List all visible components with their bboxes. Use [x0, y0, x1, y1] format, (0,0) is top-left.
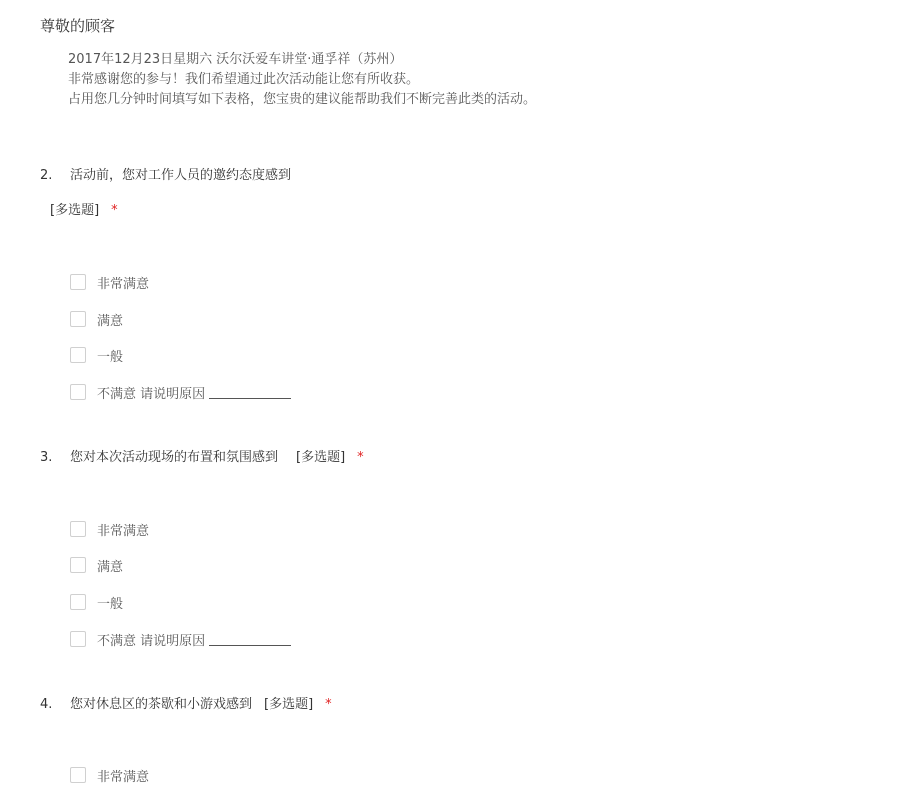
question-number: 4. — [40, 697, 53, 712]
question-4-title — [40, 695, 332, 715]
reason-blank-field[interactable] — [209, 386, 291, 399]
q3-option-unsatisfied[interactable] — [70, 629, 291, 649]
required-marker: * — [111, 203, 118, 218]
q2-option-average[interactable] — [70, 345, 123, 365]
question-text: 您对本次活动现场的布置和氛围感到 — [70, 450, 279, 465]
checkbox[interactable] — [70, 521, 86, 537]
intro-line-event: 2017年12月23日星期六 沃尔沃爱车讲堂·通孚祥（苏州） — [68, 52, 403, 67]
question-text: 您对休息区的茶歇和小游戏感到 — [70, 697, 253, 712]
checkbox[interactable] — [70, 311, 86, 327]
q2-option-unsatisfied[interactable] — [70, 382, 291, 402]
intro-line-request: 占用您几分钟时间填写如下表格，您宝贵的建议能帮助我们不断完善此类的活动。 — [68, 92, 537, 107]
option-label: 不满意 请说明原因 — [97, 386, 206, 402]
question-2-title — [40, 166, 291, 186]
q2-option-very-satisfied[interactable] — [70, 272, 149, 292]
option-label: 非常满意 — [97, 523, 150, 539]
question-text: 活动前，您对工作人员的邀约态度感到 — [70, 168, 292, 183]
question-3-title — [40, 448, 364, 468]
option-label: 不满意 请说明原因 — [97, 633, 206, 649]
question-number: 2. — [40, 168, 53, 183]
checkbox[interactable] — [70, 274, 86, 290]
checkbox[interactable] — [70, 767, 86, 783]
q3-option-satisfied[interactable] — [70, 555, 123, 575]
q4-option-very-satisfied[interactable] — [70, 765, 149, 785]
checkbox[interactable] — [70, 631, 86, 647]
question-type-tag: [多选题] — [50, 203, 100, 218]
question-2-tag-line — [50, 201, 118, 221]
option-label: 非常满意 — [97, 769, 150, 785]
q3-option-very-satisfied[interactable] — [70, 519, 149, 539]
question-number: 3. — [40, 450, 53, 465]
checkbox[interactable] — [70, 594, 86, 610]
checkbox[interactable] — [70, 384, 86, 400]
checkbox[interactable] — [70, 557, 86, 573]
option-label: 一般 — [97, 596, 124, 612]
required-marker: * — [325, 697, 332, 712]
greeting-title: 尊敬的顾客 — [40, 17, 116, 35]
option-label: 满意 — [97, 313, 124, 329]
checkbox[interactable] — [70, 347, 86, 363]
option-label: 一般 — [97, 349, 124, 365]
question-type-tag: [多选题] — [296, 450, 346, 465]
q2-option-satisfied[interactable] — [70, 309, 123, 329]
option-label: 满意 — [97, 559, 124, 575]
required-marker: * — [357, 450, 364, 465]
q3-option-average[interactable] — [70, 592, 123, 612]
intro-line-thanks: 非常感谢您的参与！我们希望通过此次活动能让您有所收获。 — [68, 72, 420, 87]
reason-blank-field[interactable] — [209, 633, 291, 646]
option-label: 非常满意 — [97, 276, 150, 292]
intro-block — [68, 50, 536, 110]
question-type-tag: [多选题] — [264, 697, 314, 712]
